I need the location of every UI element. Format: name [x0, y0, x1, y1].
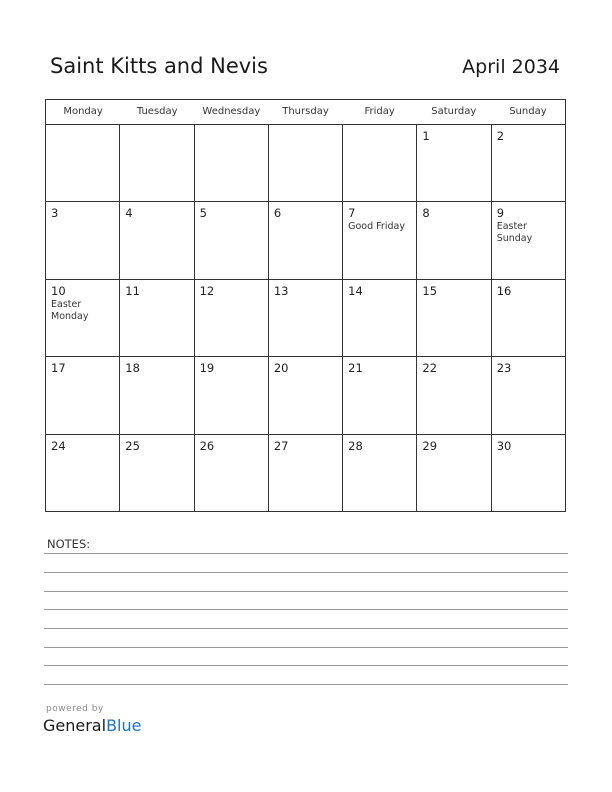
day-cell	[492, 202, 565, 278]
day-number: 23	[496, 361, 512, 376]
day-number: 24	[51, 438, 66, 453]
day-number: 3	[51, 206, 59, 221]
day-number: 26	[199, 438, 215, 453]
day-cell	[492, 357, 565, 433]
day-cell	[417, 357, 491, 433]
weekday-saturday: Saturday	[431, 106, 477, 117]
day-cell	[195, 125, 269, 201]
day-cell	[195, 435, 269, 512]
day-cell	[417, 435, 491, 512]
day-number: 15	[422, 283, 438, 298]
note-line	[44, 628, 568, 629]
day-number: 20	[273, 361, 289, 376]
day-number: 16	[496, 283, 512, 298]
day-number: 14	[348, 283, 363, 298]
day-number: 7	[348, 206, 356, 221]
day-number: 17	[51, 361, 66, 376]
day-number: 12	[199, 283, 215, 298]
day-number: 13	[273, 283, 289, 298]
weekday-sunday: Sunday	[509, 106, 547, 117]
notes-label: NOTES:	[47, 537, 91, 551]
day-cell	[120, 357, 194, 433]
holiday-label: Easter Sunday	[496, 221, 533, 245]
day-cell	[195, 202, 269, 278]
note-line	[44, 553, 568, 554]
weekday-monday: Monday	[63, 106, 103, 117]
day-cell	[343, 435, 417, 512]
day-cell	[492, 125, 565, 201]
day-number: 4	[125, 206, 133, 221]
brand-blue: Blue	[106, 716, 142, 735]
day-number: 27	[273, 438, 289, 453]
day-cell	[343, 280, 417, 356]
day-cell	[120, 125, 194, 201]
day-cell	[46, 202, 120, 278]
day-cell	[269, 280, 343, 356]
month-title: April 2034	[462, 56, 560, 78]
holiday-label: Easter Monday	[51, 298, 89, 322]
day-number: 2	[496, 129, 505, 143]
weekday-header-row	[46, 100, 565, 125]
day-number: 21	[348, 361, 363, 376]
week-row	[46, 202, 565, 279]
weekday-friday: Friday	[364, 106, 395, 117]
week-row	[46, 435, 565, 512]
day-cell	[269, 202, 343, 278]
powered-by-text: powered by	[46, 704, 104, 714]
day-number: 5	[199, 206, 207, 221]
note-line	[44, 609, 568, 610]
day-cell	[343, 125, 417, 201]
calendar-grid	[45, 99, 566, 512]
note-line	[44, 572, 568, 573]
week-row	[46, 125, 565, 202]
day-cell	[492, 435, 565, 512]
day-cell	[417, 125, 491, 201]
day-cell	[195, 280, 269, 356]
day-cell	[492, 280, 565, 356]
weeks-container	[46, 125, 565, 512]
weekday-thursday: Thursday	[282, 106, 329, 117]
weekday-tuesday: Tuesday	[136, 106, 178, 117]
week-row	[46, 280, 565, 357]
day-number: 28	[348, 438, 363, 453]
day-cell	[46, 280, 120, 356]
day-cell	[120, 202, 194, 278]
day-cell	[46, 125, 120, 201]
week-row	[46, 357, 565, 434]
day-cell	[46, 435, 120, 512]
day-number: 8	[422, 206, 430, 221]
day-cell	[269, 357, 343, 433]
day-cell	[120, 280, 194, 356]
note-line	[44, 684, 568, 685]
day-number: 9	[496, 206, 505, 221]
brand-general: General	[43, 716, 107, 735]
day-number: 1	[422, 129, 430, 143]
day-number: 25	[125, 438, 140, 453]
day-cell	[195, 357, 269, 433]
day-number: 30	[496, 438, 512, 453]
holiday-label: Good Friday	[348, 221, 405, 233]
day-cell	[46, 357, 120, 433]
note-line	[44, 665, 568, 666]
day-number: 18	[125, 361, 140, 376]
day-cell	[269, 125, 343, 201]
day-cell	[269, 435, 343, 512]
day-number: 10	[51, 283, 66, 298]
day-number: 29	[422, 438, 438, 453]
country-title: Saint Kitts and Nevis	[50, 54, 268, 78]
note-line	[44, 647, 568, 648]
day-number: 6	[273, 206, 282, 221]
day-number: 11	[125, 283, 140, 298]
note-line	[44, 591, 568, 592]
day-cell	[417, 280, 491, 356]
day-cell	[343, 202, 417, 278]
day-cell	[120, 435, 194, 512]
generalblue-logo	[43, 716, 141, 735]
day-number: 19	[199, 361, 215, 376]
day-cell	[343, 357, 417, 433]
day-cell	[417, 202, 491, 278]
weekday-wednesday: Wednesday	[202, 106, 261, 117]
day-number: 22	[422, 361, 438, 376]
